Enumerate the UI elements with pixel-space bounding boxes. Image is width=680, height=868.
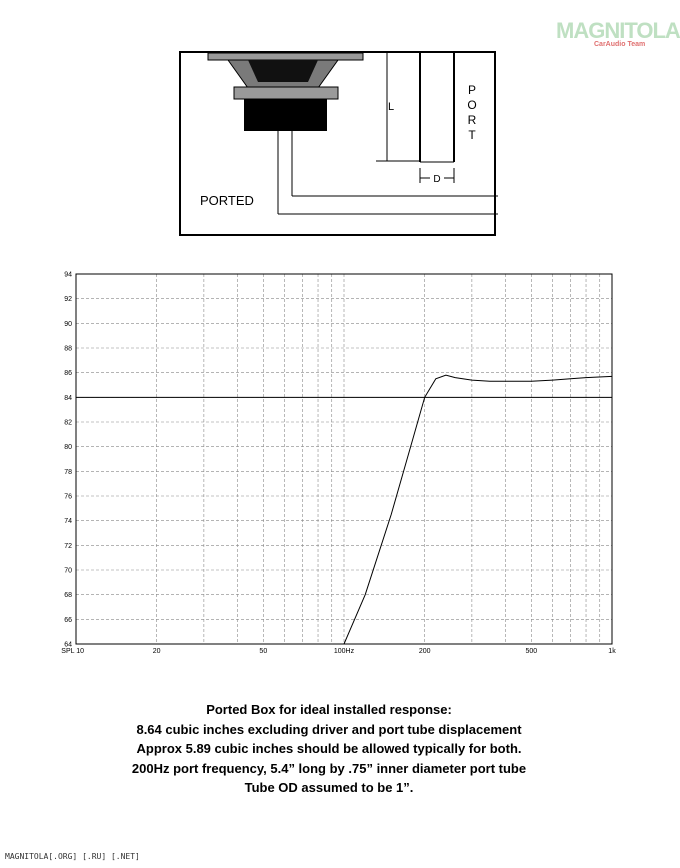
caption-line: Approx 5.89 cubic inches should be allowed typically for both. <box>136 741 522 756</box>
x-tick-label: 20 <box>152 648 161 655</box>
y-tick-label: 68 <box>64 592 72 600</box>
x-tick-label: 200 <box>418 648 431 655</box>
y-tick-label: 90 <box>64 320 72 328</box>
y-tick-label: 82 <box>64 419 72 427</box>
ported-label: PORTED <box>200 193 254 208</box>
y-tick-label: 72 <box>64 542 72 550</box>
chart-axes <box>61 272 616 656</box>
brand-logo-subtitle: CarAudio Team <box>594 41 646 48</box>
frequency-response-chart <box>40 260 620 660</box>
y-tick-label: 64 <box>64 641 72 649</box>
port-label-letter: O <box>467 98 477 112</box>
chart-caption <box>0 700 658 798</box>
response-curve <box>344 375 612 644</box>
diameter-label: D <box>433 174 441 185</box>
x-tick-label: 1k <box>608 648 616 655</box>
y-tick-label: 76 <box>64 493 72 501</box>
length-label: L <box>388 101 395 113</box>
y-tick-label: 92 <box>64 296 72 304</box>
chart-grid <box>76 274 612 644</box>
port-label-letter: R <box>467 113 477 127</box>
y-tick-label: 88 <box>64 345 72 353</box>
brand-logo: MAGNITOLA <box>556 18 680 43</box>
port-label-letter: T <box>468 128 476 142</box>
caption-line: 200Hz port frequency, 5.4” long by .75” inner diameter port tube <box>131 760 527 776</box>
x-tick-label: SPL 10 <box>61 648 84 655</box>
ported-box-diagram <box>178 50 498 238</box>
caption-line: 8.64 cubic inches excluding driver and port tube displacement <box>136 721 522 737</box>
y-tick-label: 74 <box>64 518 72 526</box>
y-tick-label: 78 <box>64 468 72 476</box>
port-label-letter: P <box>467 83 477 97</box>
y-tick-label: 80 <box>64 444 72 452</box>
footer-text: MAGNITOLA[.ORG] [.RU] [.NET] <box>5 852 140 861</box>
caption-line: Tube OD assumed to be 1”. <box>244 780 414 795</box>
y-tick-label: 84 <box>64 394 72 402</box>
x-tick-label: 50 <box>259 648 268 655</box>
x-tick-label: 500 <box>525 648 538 655</box>
y-tick-label: 94 <box>64 271 72 279</box>
y-tick-label: 86 <box>64 370 72 378</box>
y-tick-label: 66 <box>64 616 72 624</box>
x-tick-label: 100Hz <box>333 648 355 655</box>
y-tick-label: 70 <box>64 567 72 575</box>
caption-line: Ported Box for ideal installed response: <box>206 702 452 717</box>
